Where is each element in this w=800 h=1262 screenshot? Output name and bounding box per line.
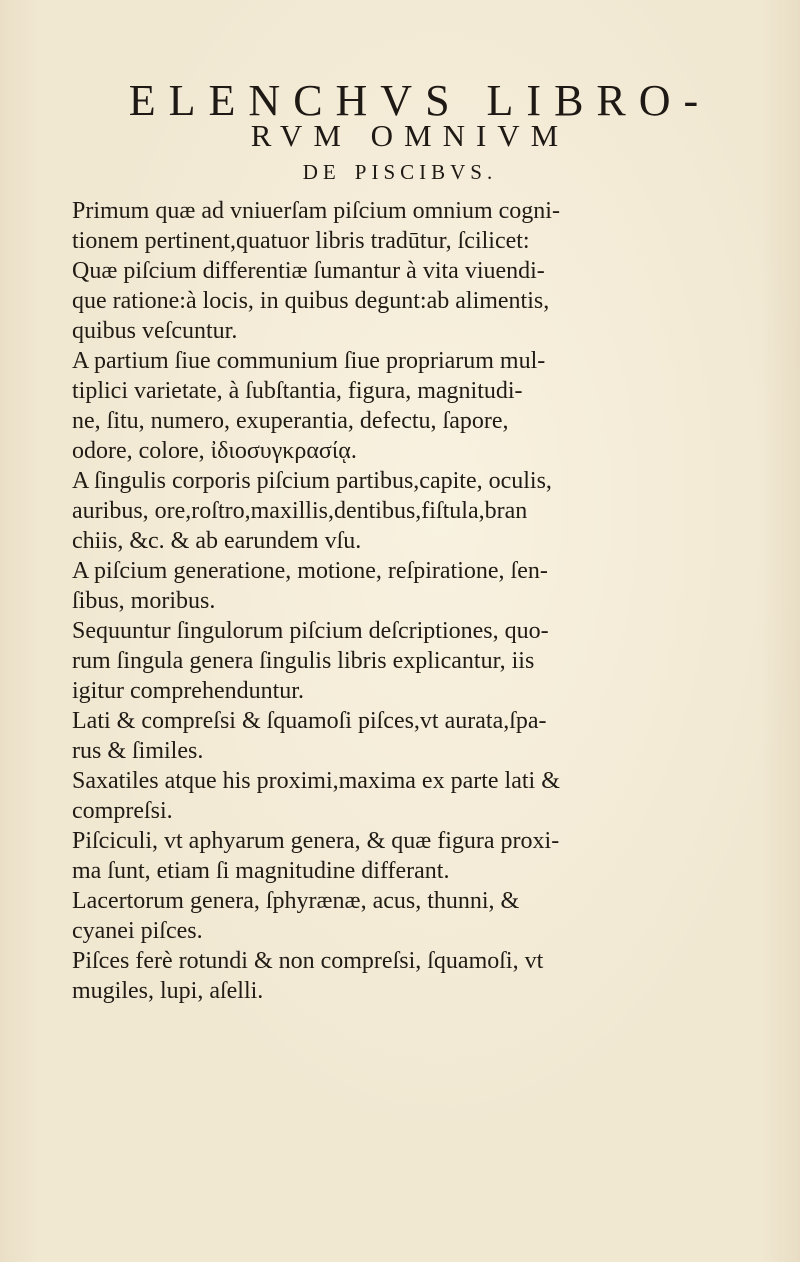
heading-line-3-main: PISCIBVS. xyxy=(354,160,498,184)
contents-entry xyxy=(72,946,632,1006)
entry-line: A partium ſiue communium ſiue propriarum mul- xyxy=(72,348,546,374)
entry-line: odore, colore, ἰδιοσυγκρασίᾳ. xyxy=(72,438,357,464)
entry-line: compreſsi. xyxy=(72,798,173,824)
heading-line-3-prefix: DE xyxy=(302,160,341,184)
entry-line: Piſces ferè rotundi & non compreſsi, ſquamoſi, vt xyxy=(72,948,544,974)
entry-line: Saxatiles atque his proximi,maxima ex parte lati & xyxy=(72,768,560,794)
entry-line: rum ſingula genera ſingulis libris explicantur, iis xyxy=(72,648,535,674)
contents-entry xyxy=(72,346,632,466)
entry-line: tionem pertinent,quatuor libris tradūtur, ſcilicet: xyxy=(72,228,530,254)
entry-line: Primum quæ ad vniuerſam piſcium omnium cogni- xyxy=(72,198,560,224)
entry-line: ma ſunt, etiam ſi magnitudine differant. xyxy=(72,858,450,884)
entry-line: cyanei piſces. xyxy=(72,918,203,944)
contents-entry xyxy=(72,616,632,706)
entry-line: Piſciculi, vt aphyarum genera, & quæ figura proxi- xyxy=(72,828,560,854)
entry-line: Lati & compreſsi & ſquamoſi piſces,vt aurata,ſpa- xyxy=(72,708,547,734)
entry-line: Lacertorum genera, ſphyrænæ, acus, thunni, & xyxy=(72,888,520,914)
entry-line: igitur comprehenduntur. xyxy=(72,678,304,704)
entry-line: ne, ſitu, numero, exuperantia, defectu, ſapore, xyxy=(72,408,509,434)
entry-line: mugiles, lupi, aſelli. xyxy=(72,978,264,1004)
contents-list xyxy=(72,196,632,1006)
contents-entry xyxy=(72,466,632,556)
entry-line: A piſcium generatione, motione, reſpiratione, ſen- xyxy=(72,558,548,584)
entry-line: que ratione:à locis, in quibus degunt:ab alimentis, xyxy=(72,288,550,314)
contents-entry xyxy=(72,556,632,616)
entry-line: Sequuntur ſingulorum piſcium deſcriptiones, quo- xyxy=(72,618,549,644)
entry-line: rus & ſimiles. xyxy=(72,738,204,764)
entry-line: quibus veſcuntur. xyxy=(72,318,238,344)
entry-line: tiplici varietate, à ſubſtantia, figura, magnitudi- xyxy=(72,378,523,404)
heading-line-3 xyxy=(0,160,800,185)
entry-line: auribus, ore,roſtro,maxillis,dentibus,fiſtula,bran xyxy=(72,498,528,524)
contents-entry xyxy=(72,886,632,946)
contents-entry xyxy=(72,766,632,826)
contents-entry xyxy=(72,706,632,766)
entry-line: Quæ piſcium differentiæ ſumantur à vita viuendi- xyxy=(72,258,545,284)
heading-line-1: ELENCHVS LIBRO- xyxy=(128,76,712,125)
heading-line-2: RVM OMNIVM xyxy=(250,118,570,153)
entry-line: A ſingulis corporis piſcium partibus,capite, oculis, xyxy=(72,468,552,494)
contents-entry xyxy=(72,196,632,256)
contents-entry xyxy=(72,826,632,886)
entry-line: ſibus, moribus. xyxy=(72,588,216,614)
entry-line: chiis, &c. & ab earundem vſu. xyxy=(72,528,362,554)
contents-entry xyxy=(72,256,632,346)
